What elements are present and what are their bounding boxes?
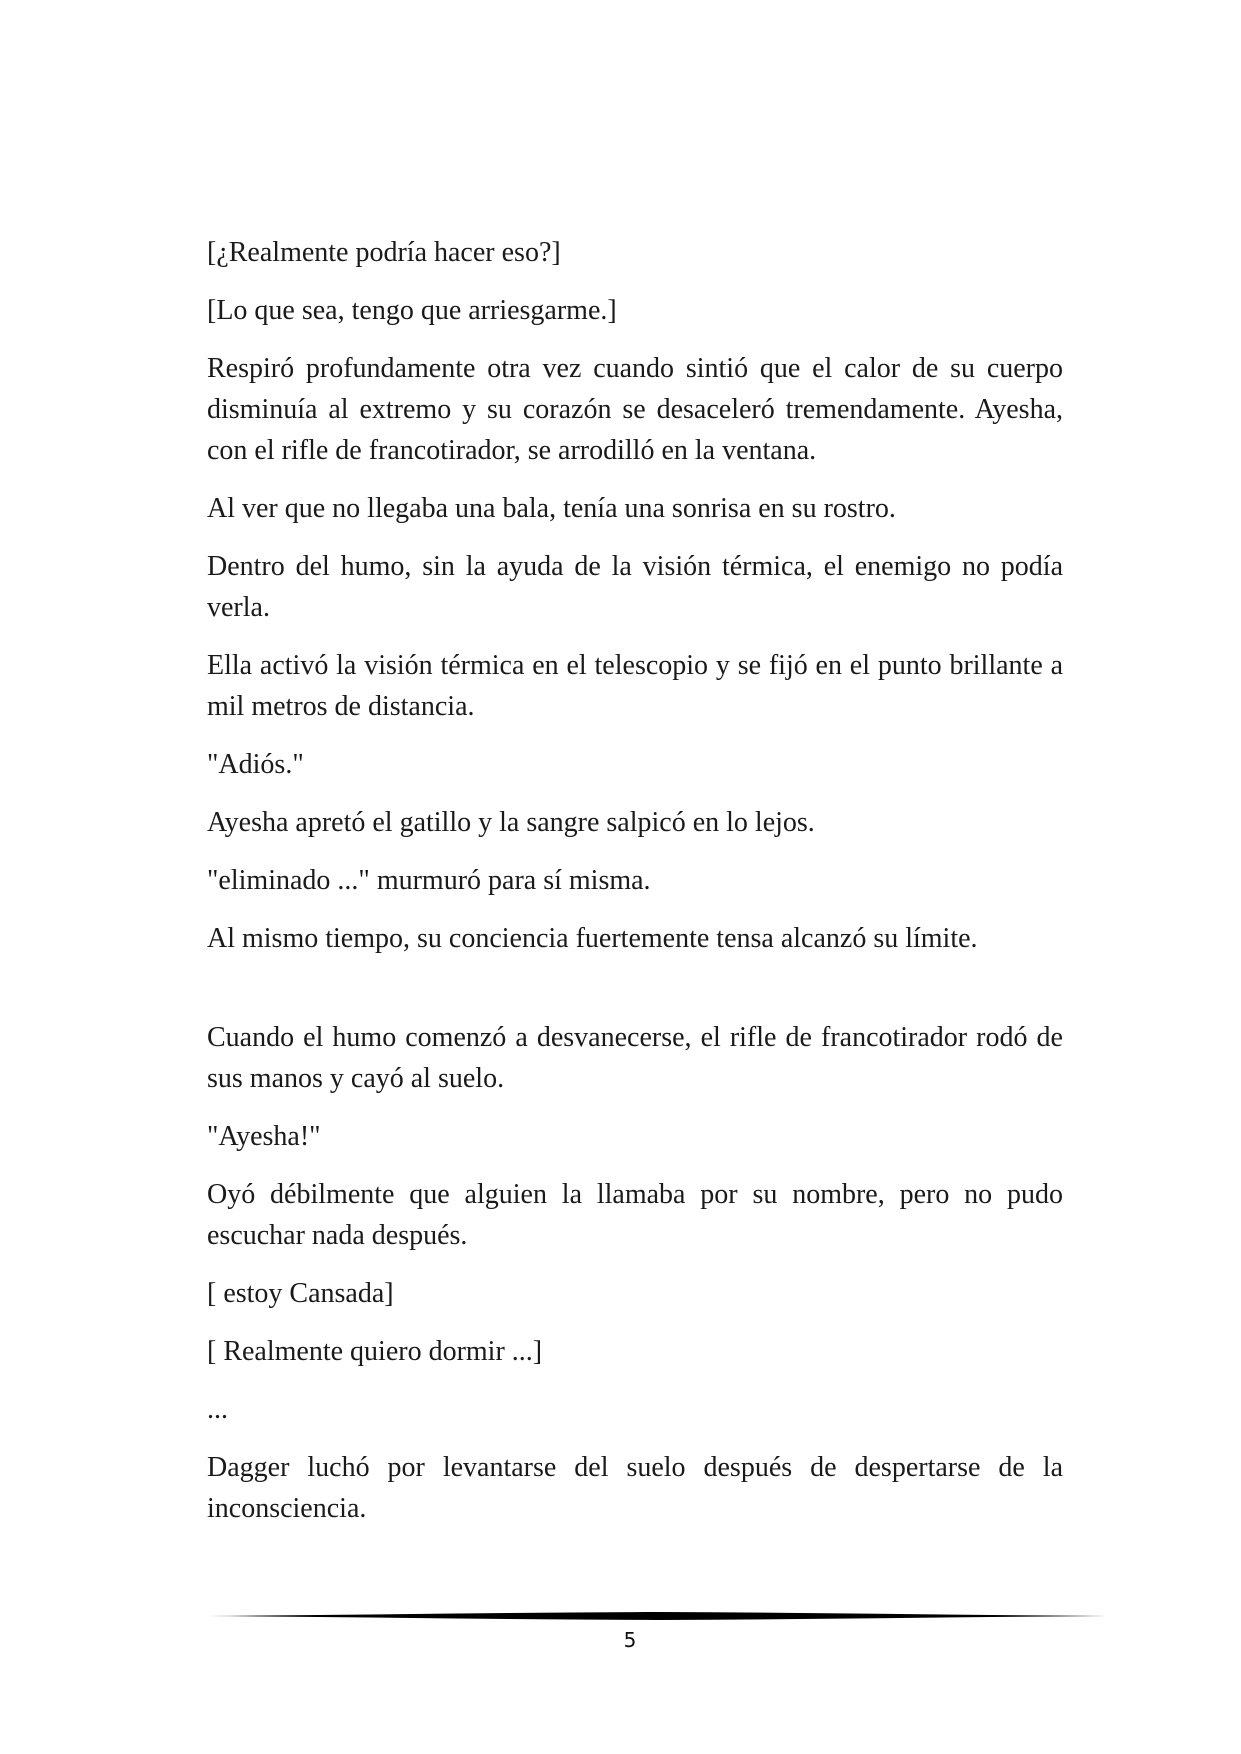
page-number: 5 (623, 1628, 637, 1652)
paragraph: Ella activó la visión térmica en el telescopio y se fijó en el punto brillante a mil metros de distancia. (207, 650, 1063, 722)
body-text (207, 232, 1063, 1546)
paragraph: Dagger luchó por levantarse del suelo después de despertarse de la inconsciencia. (207, 1452, 1063, 1524)
paragraph: [¿Realmente podría hacer eso?] (207, 237, 561, 268)
paragraph: ... (207, 1394, 228, 1425)
paragraph: Ayesha apretó el gatillo y la sangre salpicó en lo lejos. (207, 807, 815, 838)
paragraph: "eliminado ..." murmuró para sí misma. (207, 865, 651, 896)
paragraph: [Lo que sea, tengo que arriesgarme.] (207, 295, 617, 326)
paragraph: [ Realmente quiero dormir ...] (207, 1336, 543, 1367)
paragraph: Oyó débilmente que alguien la llamaba por su nombre, pero no pudo escuchar nada después. (207, 1179, 1063, 1251)
paragraph: Dentro del humo, sin la ayuda de la visión térmica, el enemigo no podía verla. (207, 551, 1063, 623)
paragraph: Al mismo tiempo, su conciencia fuertemente tensa alcanzó su límite. (207, 923, 978, 954)
paragraph: [ estoy Cansada] (207, 1278, 394, 1309)
paragraph: Al ver que no llegaba una bala, tenía una sonrisa en su rostro. (207, 493, 896, 524)
paragraph: "Ayesha!" (207, 1121, 321, 1152)
paragraph: "Adiós." (207, 749, 304, 780)
footer-divider (207, 1611, 1107, 1621)
paragraph: Cuando el humo comenzó a desvanecerse, el rifle de francotirador rodó de sus manos y cayó al suelo. (207, 1022, 1063, 1094)
paragraph: Respiró profundamente otra vez cuando sintió que el calor de su cuerpo disminuía al extremo y su corazón se desaceleró tremendamente. Ayesha, con el rifle de francotirador, se arrodilló en la ventana. (207, 353, 1063, 466)
